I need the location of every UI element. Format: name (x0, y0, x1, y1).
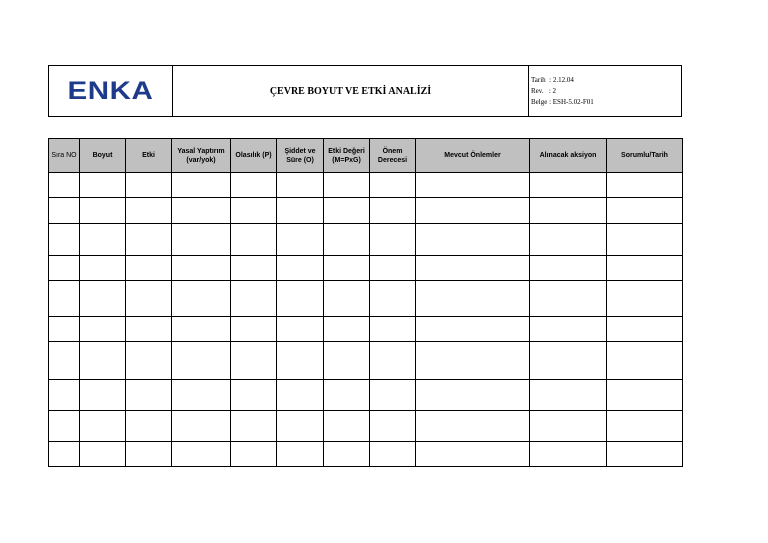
table-cell[interactable] (277, 441, 324, 466)
table-cell[interactable] (80, 380, 126, 410)
table-cell[interactable] (172, 224, 231, 255)
table-cell[interactable] (370, 280, 416, 316)
table-cell[interactable] (324, 280, 370, 316)
table-row (49, 173, 683, 198)
table-cell[interactable] (370, 380, 416, 410)
table-cell[interactable] (80, 280, 126, 316)
table-cell[interactable] (80, 316, 126, 341)
table-cell[interactable] (607, 255, 683, 280)
table-cell[interactable] (607, 224, 683, 255)
table-cell[interactable] (607, 380, 683, 410)
table-cell[interactable] (126, 441, 172, 466)
table-row (49, 255, 683, 280)
enka-logo: ENKA (67, 76, 154, 105)
table-cell[interactable] (607, 173, 683, 198)
table-cell[interactable] (370, 316, 416, 341)
table-cell[interactable] (172, 410, 231, 441)
table-cell[interactable] (416, 173, 530, 198)
table-cell[interactable] (231, 441, 277, 466)
col-header-etki: Etki (126, 139, 172, 173)
table-cell[interactable] (80, 342, 126, 380)
table-cell[interactable] (172, 173, 231, 198)
table-cell[interactable] (416, 380, 530, 410)
table-cell[interactable] (416, 224, 530, 255)
table-cell[interactable] (80, 173, 126, 198)
table-cell[interactable] (370, 198, 416, 224)
table-cell[interactable] (530, 173, 607, 198)
table-cell[interactable] (607, 342, 683, 380)
table-cell[interactable] (416, 198, 530, 224)
table-cell[interactable] (530, 410, 607, 441)
table-cell[interactable] (49, 198, 80, 224)
table-cell[interactable] (126, 410, 172, 441)
table-cell[interactable] (324, 224, 370, 255)
table-row (49, 410, 683, 441)
table-cell[interactable] (277, 280, 324, 316)
table-cell[interactable] (231, 280, 277, 316)
table-cell[interactable] (80, 410, 126, 441)
table-cell[interactable] (370, 255, 416, 280)
table-cell[interactable] (172, 198, 231, 224)
table-cell[interactable] (416, 280, 530, 316)
table-cell[interactable] (370, 173, 416, 198)
table-cell[interactable] (277, 173, 324, 198)
table-cell[interactable] (416, 410, 530, 441)
col-header-sira-no: Sıra NO (49, 139, 80, 173)
table-cell[interactable] (126, 316, 172, 341)
col-header-siddet-sure: Şiddet ve Süre (O) (277, 139, 324, 173)
col-header-sorumlu-tarih: Sorumlu/Tarih (607, 139, 683, 173)
table-row (49, 198, 683, 224)
table-cell[interactable] (126, 224, 172, 255)
table-cell[interactable] (172, 380, 231, 410)
table-row (49, 441, 683, 466)
table-cell[interactable] (324, 255, 370, 280)
table-cell[interactable] (126, 198, 172, 224)
table-cell[interactable] (324, 441, 370, 466)
table-cell[interactable] (277, 342, 324, 380)
col-header-boyut: Boyut (80, 139, 126, 173)
col-header-onem-derecesi: Önem Derecesi (370, 139, 416, 173)
table-row (49, 224, 683, 255)
table-cell[interactable] (607, 441, 683, 466)
table-body (49, 173, 683, 467)
table-cell[interactable] (277, 198, 324, 224)
table-cell[interactable] (607, 410, 683, 441)
table-cell[interactable] (49, 255, 80, 280)
table-cell[interactable] (231, 173, 277, 198)
table-row (49, 380, 683, 410)
table-cell[interactable] (172, 342, 231, 380)
table-cell[interactable] (277, 224, 324, 255)
table-cell[interactable] (49, 280, 80, 316)
table-cell[interactable] (172, 255, 231, 280)
table-cell[interactable] (416, 441, 530, 466)
table-cell[interactable] (370, 224, 416, 255)
table-cell[interactable] (277, 380, 324, 410)
table-cell[interactable] (126, 280, 172, 316)
table-cell[interactable] (49, 342, 80, 380)
table-cell[interactable] (231, 342, 277, 380)
col-header-etki-degeri: Etki Değeri (M=PxG) (324, 139, 370, 173)
table-cell[interactable] (80, 198, 126, 224)
meta-revision: Rev. : 2 (531, 86, 557, 95)
table-cell[interactable] (231, 316, 277, 341)
table-cell[interactable] (324, 380, 370, 410)
table-cell[interactable] (607, 316, 683, 341)
table-cell[interactable] (80, 441, 126, 466)
table-row (49, 342, 683, 380)
table-cell[interactable] (49, 173, 80, 198)
table-cell[interactable] (80, 224, 126, 255)
col-header-alinacak-aksiyon: Alınacak aksiyon (530, 139, 607, 173)
table-cell[interactable] (530, 224, 607, 255)
logo-cell (49, 66, 173, 117)
table-cell[interactable] (277, 410, 324, 441)
analysis-table (48, 138, 683, 467)
table-cell[interactable] (172, 316, 231, 341)
document-meta (529, 66, 682, 117)
table-cell[interactable] (49, 410, 80, 441)
table-cell[interactable] (530, 198, 607, 224)
table-cell[interactable] (231, 410, 277, 441)
table-cell[interactable] (49, 224, 80, 255)
table-cell[interactable] (277, 255, 324, 280)
table-cell[interactable] (416, 342, 530, 380)
table-cell[interactable] (231, 224, 277, 255)
table-cell[interactable] (172, 280, 231, 316)
table-cell[interactable] (324, 410, 370, 441)
table-cell[interactable] (416, 255, 530, 280)
table-cell[interactable] (231, 380, 277, 410)
table-cell[interactable] (49, 316, 80, 341)
table-cell[interactable] (530, 316, 607, 341)
table-cell[interactable] (172, 441, 231, 466)
table-cell[interactable] (530, 441, 607, 466)
table-cell[interactable] (126, 342, 172, 380)
table-cell[interactable] (277, 316, 324, 341)
table-cell[interactable] (370, 441, 416, 466)
table-cell[interactable] (231, 255, 277, 280)
table-header-row (49, 139, 683, 173)
table-cell[interactable] (49, 441, 80, 466)
table-cell[interactable] (370, 410, 416, 441)
table-cell[interactable] (324, 173, 370, 198)
table-cell[interactable] (607, 198, 683, 224)
table-row (49, 280, 683, 316)
table-cell[interactable] (530, 280, 607, 316)
table-cell[interactable] (530, 342, 607, 380)
table-cell[interactable] (416, 316, 530, 341)
table-cell[interactable] (530, 380, 607, 410)
table-cell[interactable] (607, 280, 683, 316)
table-row (49, 316, 683, 341)
form-header (48, 65, 682, 117)
table-cell[interactable] (370, 342, 416, 380)
meta-date: Tarih : 2.12.04 (531, 75, 574, 84)
table-cell[interactable] (49, 380, 80, 410)
table-cell[interactable] (231, 198, 277, 224)
table-cell[interactable] (324, 198, 370, 224)
meta-document-code: Belge : ESH-5.02-F01 (531, 97, 594, 106)
col-header-mevcut-onlemler: Mevcut Önlemler (416, 139, 530, 173)
col-header-yasal-yaptirim: Yasal Yaptırım (var/yok) (172, 139, 231, 173)
col-header-olasilik: Olasılık (P) (231, 139, 277, 173)
table-cell[interactable] (126, 380, 172, 410)
table-cell[interactable] (126, 173, 172, 198)
page-title: ÇEVRE BOYUT VE ETKİ ANALİZİ (173, 66, 529, 117)
table-cell[interactable] (126, 255, 172, 280)
table-cell[interactable] (324, 342, 370, 380)
table-cell[interactable] (530, 255, 607, 280)
table-cell[interactable] (80, 255, 126, 280)
table-cell[interactable] (324, 316, 370, 341)
